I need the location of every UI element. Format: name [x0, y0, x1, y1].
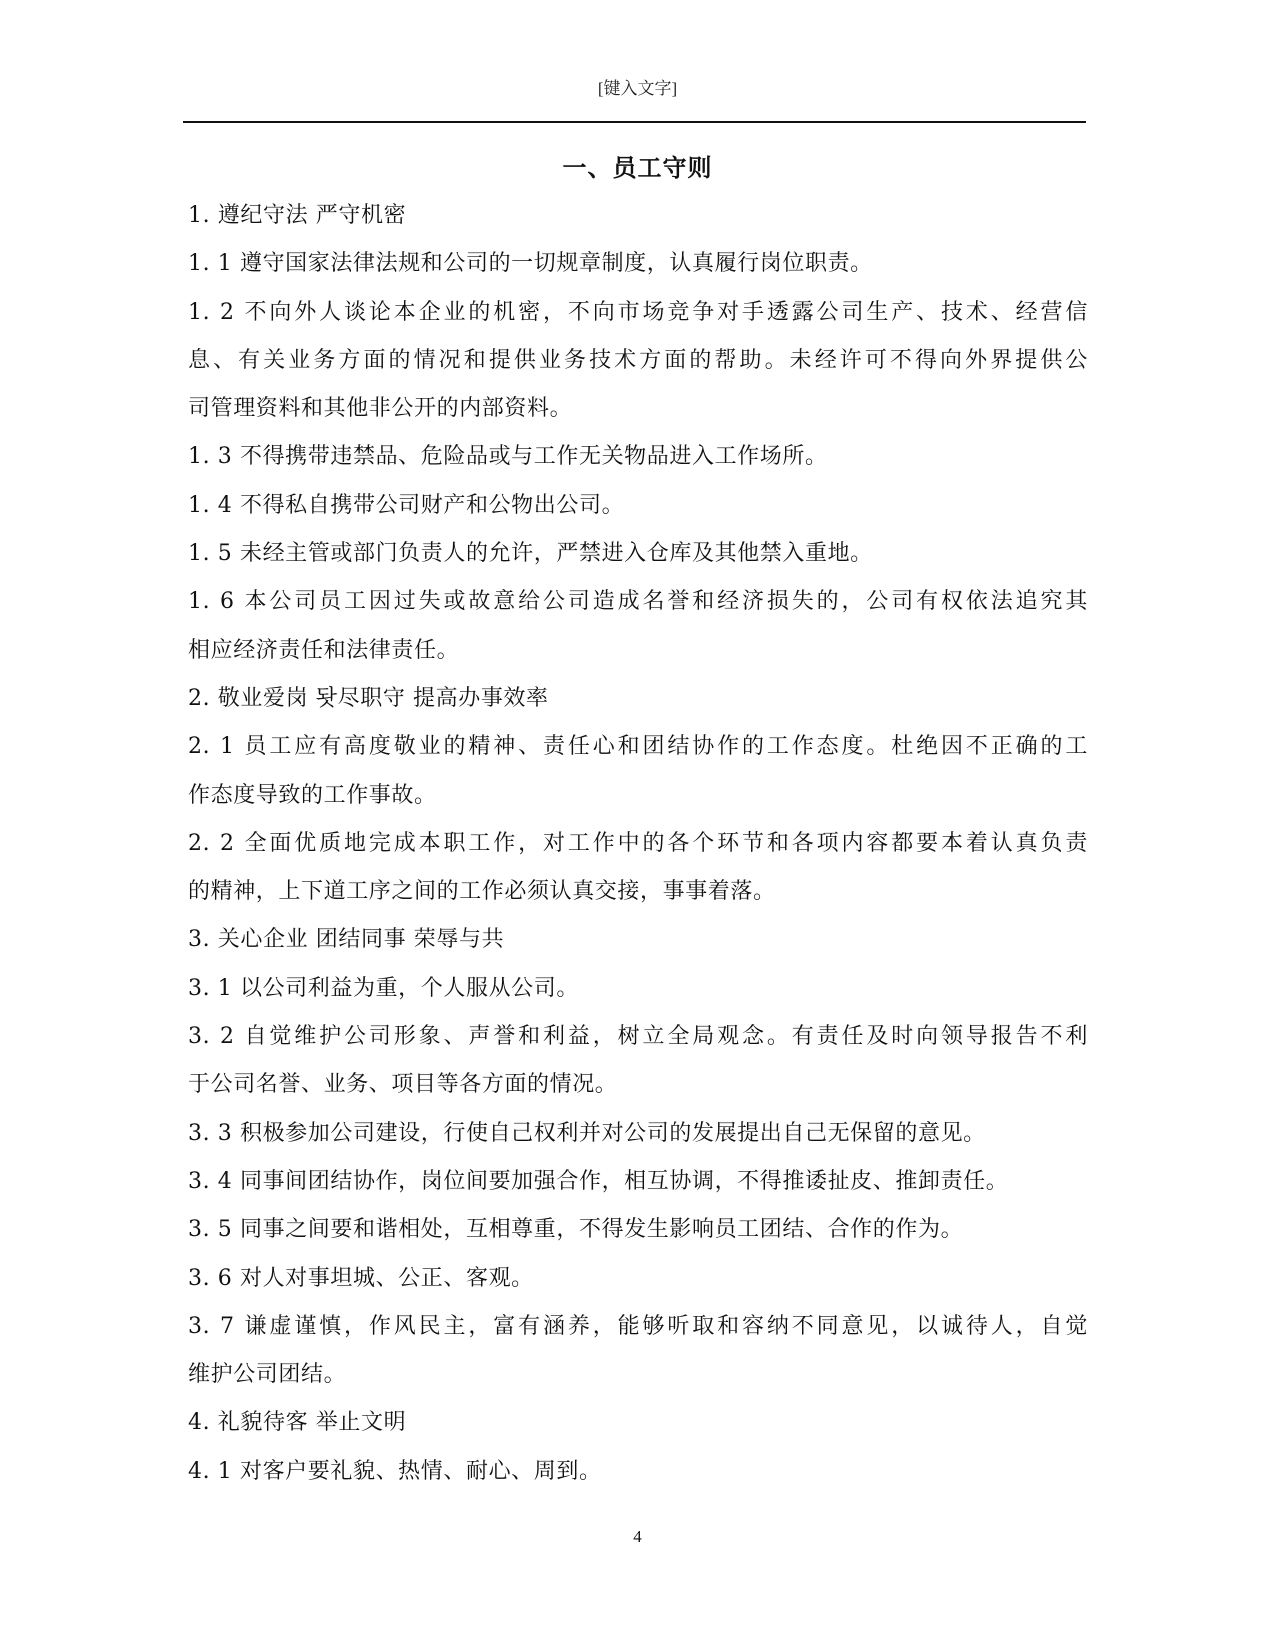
text-line: 息、有关业务方面的情况和提供业务技术方面的帮助。未经许可不得向外界提供公	[188, 347, 1088, 373]
text-line: 2. 1 员工应有高度敬业的精神、责任心和团结协作的工作态度。杜绝因不正确的工	[188, 734, 1088, 760]
page-number: 4	[633, 1527, 642, 1546]
text-line: 2. 敬业爱岗 돳尽职守 提高办事效率	[188, 685, 549, 711]
text-line: 1. 遵纪守法 严守机密	[188, 203, 407, 228]
text-line: 1. 5 未经主管或部门负责人的允许，严禁进入仓库及其他禁入重地。	[188, 541, 873, 567]
text-line: 4. 礼貌待客 举止文明	[188, 1410, 407, 1436]
body-text	[188, 192, 1088, 1496]
text-line: 1. 1 遵守国家法律法规和公司的一切规章制度，认真履行岗位职责。	[188, 251, 873, 277]
text-line: 3. 7 谦虚谨慎，作风民主，富有涵养，能够听取和容纳不同意见，以诚待人，自觉	[188, 1313, 1088, 1339]
text-line: 于公司名誉、业务、项目等各方面的情况。	[188, 1072, 618, 1098]
text-line: 3. 2 自觉维护公司形象、声誉和利益，树立全局观念。有责任及时向领导报告不利	[188, 1024, 1088, 1050]
text-line: 1. 4 不得私自携带公司财产和公物出公司。	[188, 492, 625, 518]
text-line: 2. 2 全面优质地完成本职工作，对工作中的各个环节和各项内容都要本着认真负责	[188, 830, 1088, 856]
section-title: 一、员工守则	[562, 154, 713, 182]
text-line: 3. 1 以公司利益为重，个人服从公司。	[188, 975, 579, 1001]
text-line: 3. 5 同事之间要和谐相处，互相尊重，不得发生影响员工团结、合作的作为。	[188, 1217, 964, 1243]
text-line: 3. 关心企业 团结同事 荣辱与共	[188, 927, 505, 953]
text-line: 1. 2 不向外人谈论本企业的机密，不向市场竞争对手透露公司生产、技术、经营信	[188, 299, 1088, 325]
text-line: 作态度导致的工作事故。	[188, 782, 437, 808]
text-line: 3. 3 积极参加公司建设，行使自己权利并对公司的发展提出自己无保留的意见。	[188, 1120, 986, 1146]
text-line: 司管理资料和其他非公开的内部资料。	[188, 396, 573, 422]
page-header: [键入文字]	[597, 79, 678, 98]
text-line: 3. 4 同事间团结协作，岗位间要加强合作，相互协调，不得推诿扯皮、推卸责任。	[188, 1168, 1009, 1194]
text-line: 维护公司团结。	[188, 1362, 347, 1388]
text-line: 的精神，上下道工序之间的工作必须认真交接，事事着落。	[188, 879, 776, 905]
text-line: 1. 3 不得携带违禁品、危险品或与工作无关物品进入工作场所。	[188, 444, 828, 470]
text-line: 相应经济责任和法律责任。	[188, 637, 460, 663]
header-divider	[183, 121, 1086, 123]
text-line: 1. 6 本公司员工因过失或故意给公司造成名誉和经济损失的，公司有权依法追究其	[188, 589, 1088, 615]
text-line: 3. 6 对人对事坦城、公正、客观。	[188, 1265, 534, 1291]
text-line: 4. 1 对客户要礼貌、热情、耐心、周到。	[188, 1458, 602, 1484]
